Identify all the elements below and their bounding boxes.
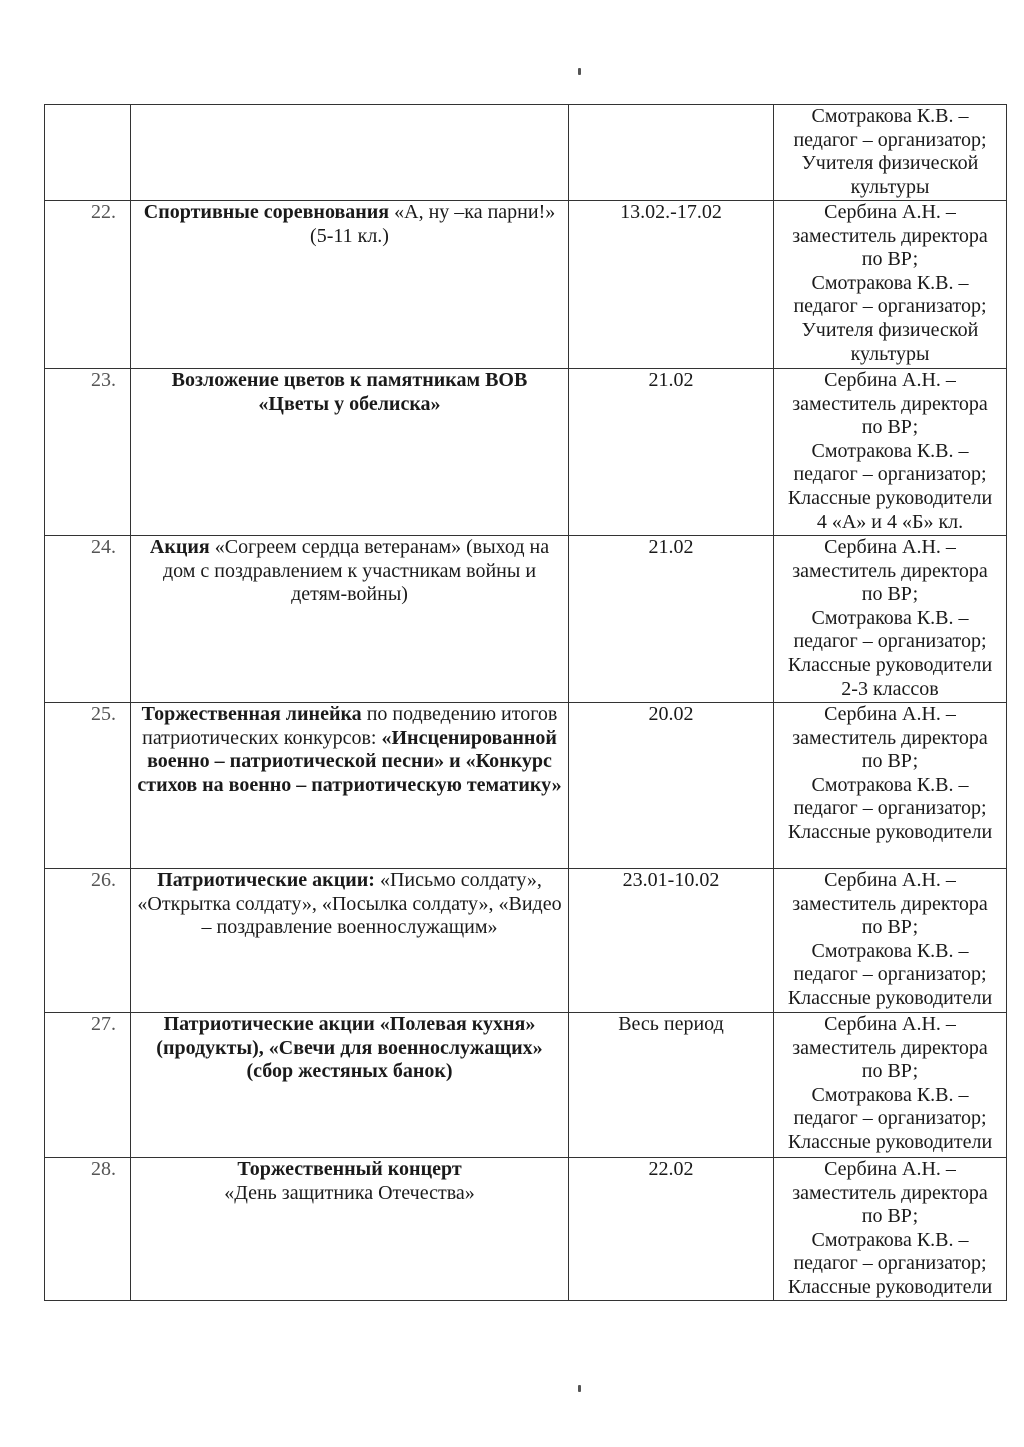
scan-speck [578, 68, 581, 75]
event-title-segment: «Инсценированной военно – патриотической песни» и «Конкурс стихов на военно – патриотическую тематику» [137, 726, 562, 796]
event-title [131, 536, 569, 703]
event-date: 22.02 [569, 1158, 774, 1301]
event-title-segment: «День защитника Отечества» [224, 1181, 475, 1204]
row-number: 25. [45, 703, 131, 869]
responsible: Сербина А.Н. – заместитель директора по ВР; Смотракова К.В. – педагог – организатор; Классные руководители [774, 869, 1007, 1013]
event-title [131, 869, 569, 1013]
row-number [45, 105, 131, 201]
event-title-segment: Патриотические акции «Полевая кухня» (продукты), «Свечи для военнослужащих» (сбор жестяных банок) [156, 1013, 543, 1083]
responsible: Сербина А.Н. – заместитель директора по ВР; Смотракова К.В. – педагог – организатор; Классные руководители [774, 703, 1007, 869]
table-row [45, 105, 1007, 201]
row-number: 22. [45, 201, 131, 369]
event-title [131, 703, 569, 869]
event-title [131, 1013, 569, 1158]
event-date: 20.02 [569, 703, 774, 869]
event-title-segment: «А, ну –ка парни!» (5-11 кл.) [310, 201, 556, 247]
responsible: Сербина А.Н. – заместитель директора по ВР; Смотракова К.В. – педагог – организатор; Классные руководители 2-3 классов [774, 536, 1007, 703]
responsible: Смотракова К.В. – педагог – организатор; Учителя физической культуры [774, 105, 1007, 201]
row-number: 23. [45, 369, 131, 536]
event-title-segment: Спортивные соревнования [143, 201, 390, 223]
events-table [44, 104, 1007, 1301]
event-title-segment: Торжественный концерт [237, 1158, 462, 1180]
event-date: 21.02 [569, 369, 774, 536]
event-date: 23.01-10.02 [569, 869, 774, 1013]
event-title [131, 369, 569, 536]
event-title [131, 201, 569, 369]
table-row [45, 201, 1007, 369]
event-title [131, 105, 569, 201]
event-title-segment: Акция [149, 536, 210, 558]
event-title [131, 1158, 569, 1301]
row-number: 26. [45, 869, 131, 1013]
scan-speck [578, 1385, 581, 1392]
responsible: Сербина А.Н. – заместитель директора по ВР; Смотракова К.В. – педагог – организатор; Классные руководители 4 «А» и 4 «Б» кл. [774, 369, 1007, 536]
table-row [45, 369, 1007, 536]
event-title-segment: по подведению итогов патриотических конкурсов: [142, 703, 558, 749]
row-number: 28. [45, 1158, 131, 1301]
event-title-segment: Патриотические акции: [157, 869, 375, 891]
event-date: 13.02.-17.02 [569, 201, 774, 369]
event-date: 21.02 [569, 536, 774, 703]
event-title-segment: «Письмо солдату», «Открытка солдату», «Посылка солдату», «Видео – поздравление военнослужащим» [137, 869, 562, 939]
event-title-segment: «Согреем сердца ветеранам» (выход на дом с поздравлением к участникам войны и детям-войны) [162, 536, 550, 606]
event-date: Весь период [569, 1013, 774, 1158]
responsible: Сербина А.Н. – заместитель директора по ВР; Смотракова К.В. – педагог – организатор; Учителя физической культуры [774, 201, 1007, 369]
responsible: Сербина А.Н. – заместитель директора по ВР; Смотракова К.В. – педагог – организатор; Классные руководители [774, 1013, 1007, 1158]
table-row [45, 1158, 1007, 1301]
table-row [45, 869, 1007, 1013]
responsible: Сербина А.Н. – заместитель директора по ВР; Смотракова К.В. – педагог – организатор; Классные руководители [774, 1158, 1007, 1301]
table-row [45, 536, 1007, 703]
event-title-segment: Возложение цветов к памятникам ВОВ «Цветы у обелиска» [171, 369, 528, 415]
table-row [45, 1013, 1007, 1158]
table-row [45, 703, 1007, 869]
row-number: 27. [45, 1013, 131, 1158]
row-number: 24. [45, 536, 131, 703]
event-date [569, 105, 774, 201]
event-title-segment: Торжественная линейка [141, 703, 362, 725]
